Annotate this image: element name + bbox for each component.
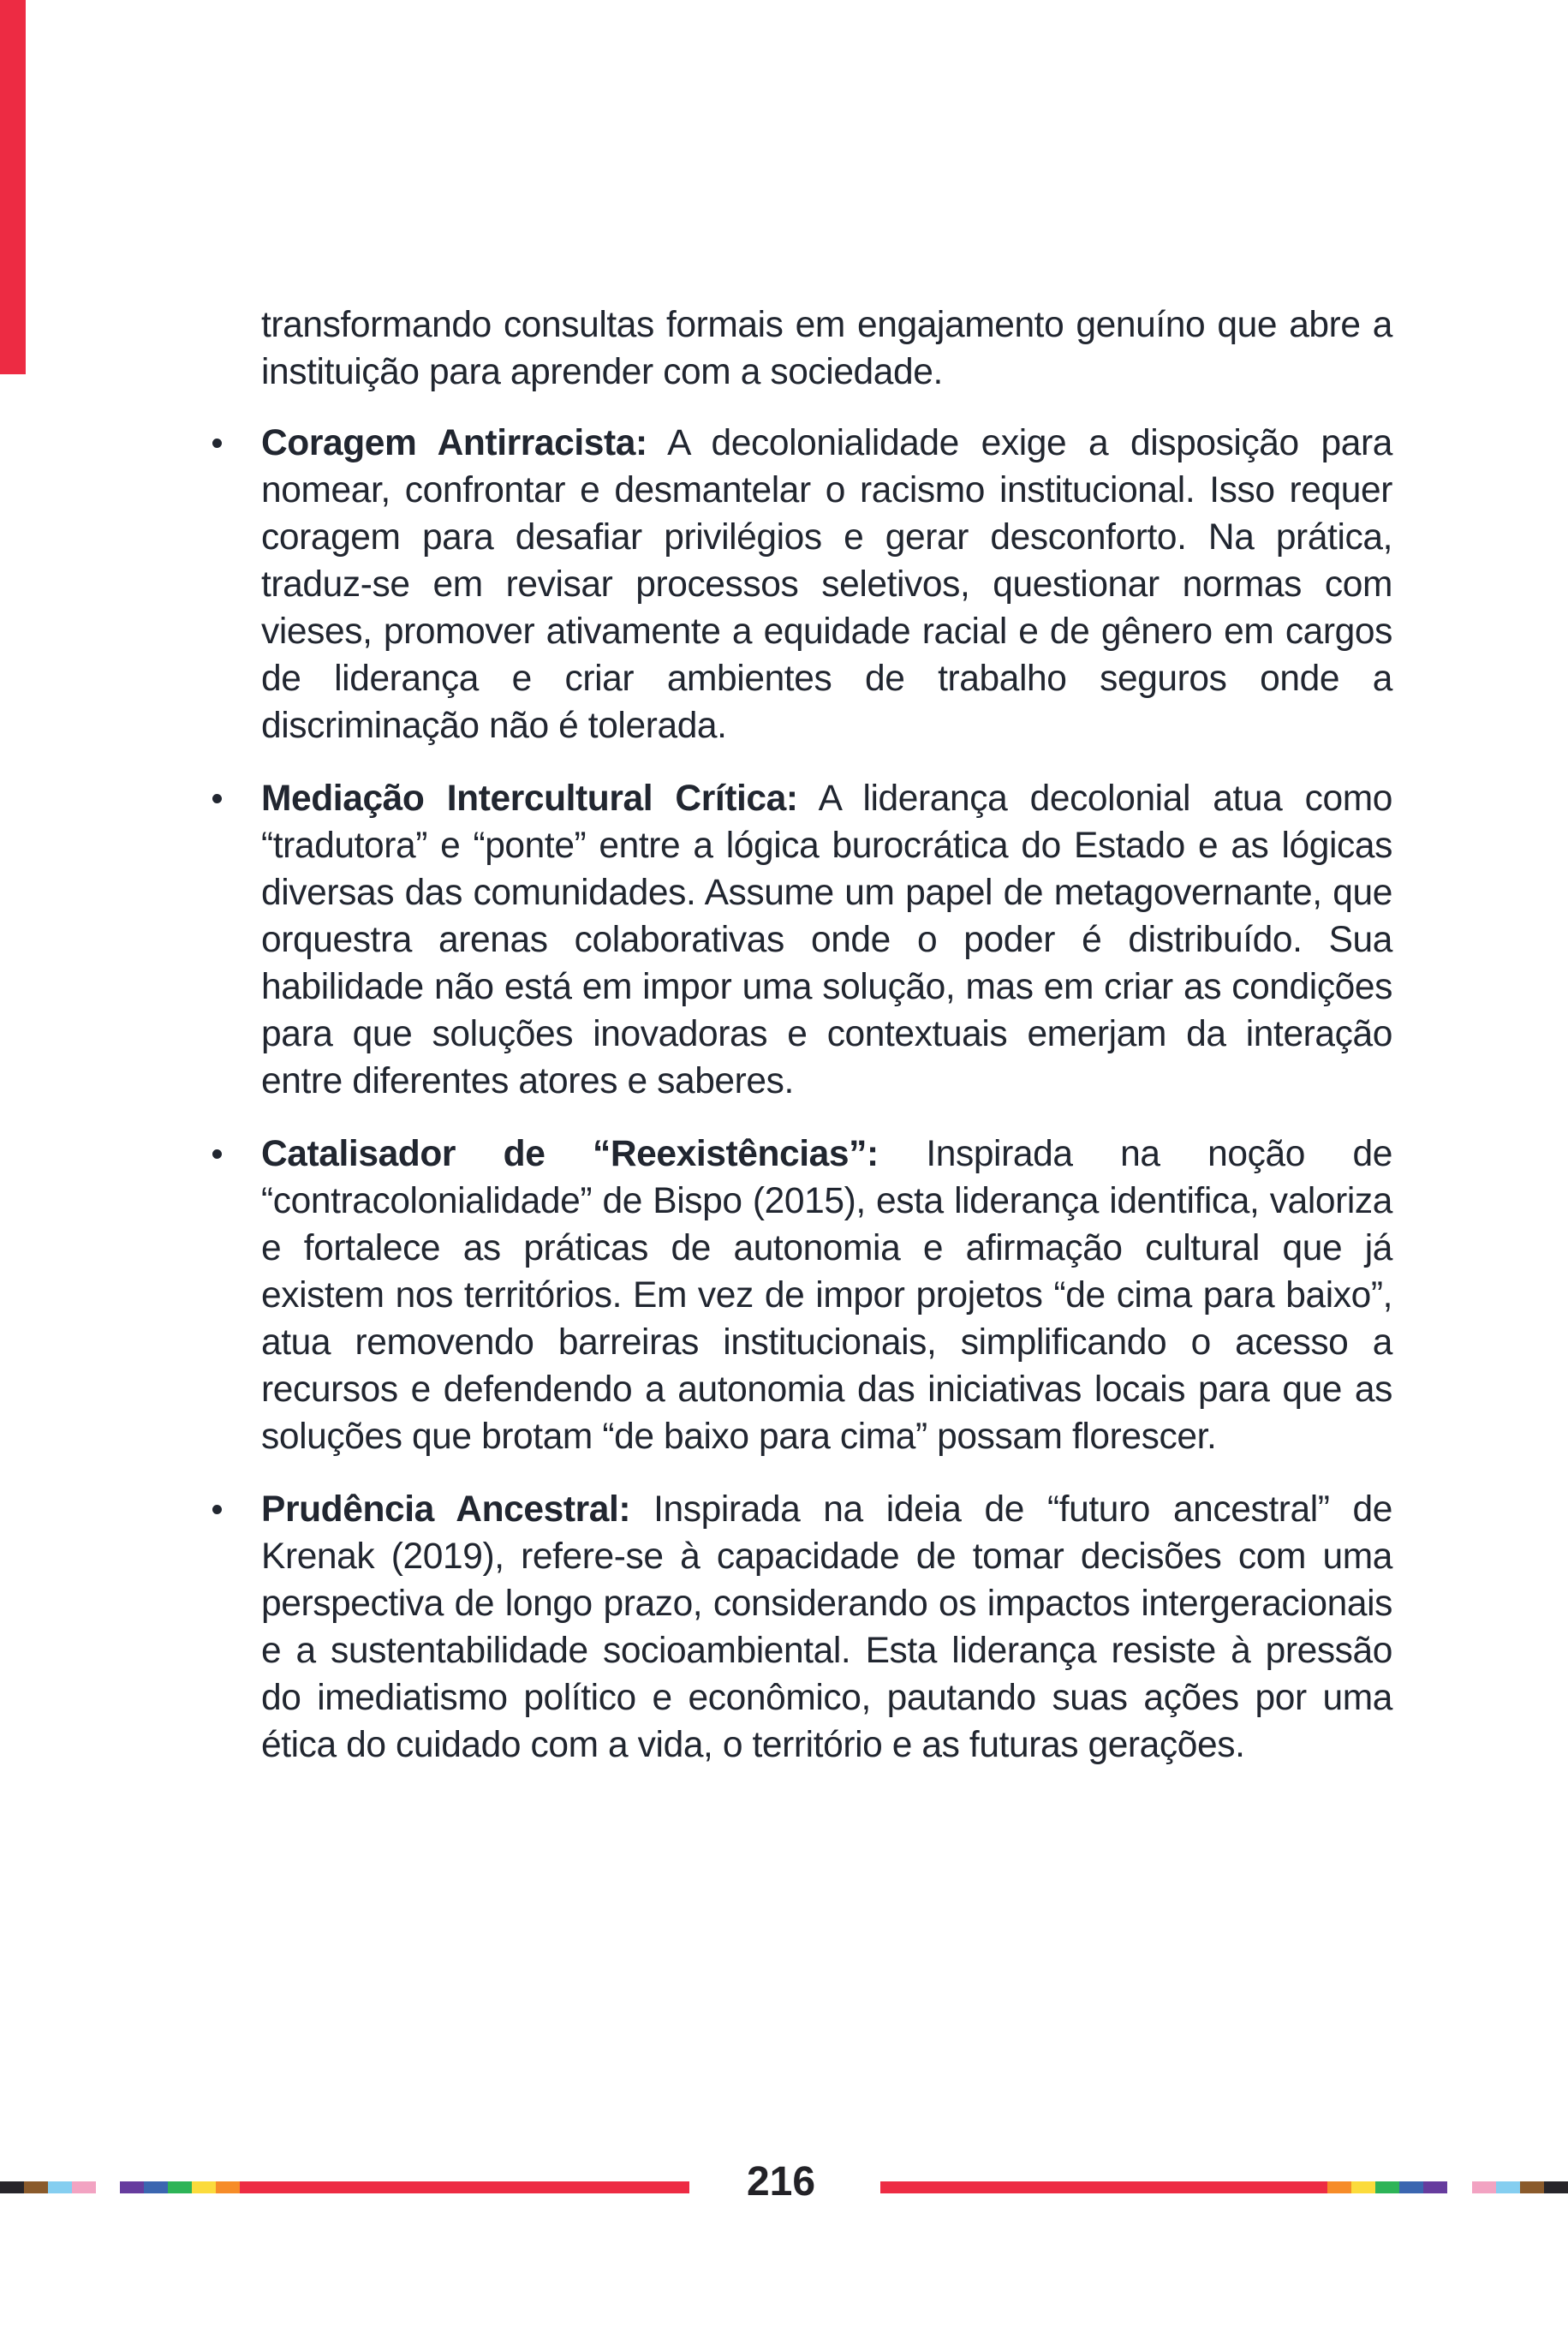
flag-color-segment [144, 2181, 168, 2193]
flag-color-segment [72, 2181, 96, 2193]
flag-color-segment [0, 2181, 24, 2193]
pride-flag-strip-right [1327, 2181, 1568, 2193]
flag-color-segment [1327, 2181, 1351, 2193]
flag-color-segment [24, 2181, 48, 2193]
flag-color-segment [1496, 2181, 1520, 2193]
main-text-block [261, 301, 1392, 1769]
page-number: 216 [746, 2159, 816, 2205]
bullet-title: Prudência Ancestral: [261, 1489, 631, 1530]
flag-color-segment [1472, 2181, 1496, 2193]
flag-color-segment [1375, 2181, 1399, 2193]
bullet-body: Inspirada na ideia de “futuro ancestral” de Krenak (2019), refere-se à capacidade de tomar decisões com uma perspectiva de longo prazo, considerando os impactos intergeracionais e a sustentabilidade socioambiental. Esta liderança resiste à pressão do imediatismo político e econômico, pautando suas ações por uma ética do cuidado com a vida, o território e as futuras gerações. [261, 1489, 1392, 1765]
flag-color-segment [1351, 2181, 1375, 2193]
bullet-title: Catalisador de “Reexistências”: [261, 1134, 879, 1174]
bullet-body: A decolonialidade exige a disposição para nomear, confrontar e desmantelar o racismo institucional. Isso requer coragem para desafiar privilégios e gerar desconforto. Na prática, traduz-se em revisar processos seletivos, questionar normas com vieses, promover ativamente a equidade racial e de gênero em cargos de liderança e criar ambientes de trabalho seguros onde a discriminação não é tolerada. [261, 423, 1392, 746]
intro-paragraph: transformando consultas formais em engajamento genuíno que abre a instituição para aprender com a sociedade. [261, 305, 1392, 392]
flag-color-segment [96, 2181, 120, 2193]
footer-rule-right [880, 2181, 1327, 2193]
bullet-title: Coragem Antirracista: [261, 423, 647, 463]
left-edge-red-tab [0, 0, 26, 374]
flag-color-segment [1447, 2181, 1471, 2193]
flag-color-segment [1520, 2181, 1544, 2193]
bullet-body: Inspirada na noção de “contracolonialidade” de Bispo (2015), esta liderança identifica, valoriza e fortalece as práticas de autonomia e afirmação cultural que já existem nos territórios. Em vez de impor projetos “de cima para baixo”, atua removendo barreiras institucionais, simplificando o acesso a recursos e defendendo a autonomia das iniciativas locais para que as soluções que brotam “de baixo para cima” possam florescer. [261, 1134, 1392, 1457]
bullet-body: A liderança decolonial atua como “tradutora” e “ponte” entre a lógica burocrática do Estado e as lógicas diversas das comunidades. Assume um papel de metagovernante, que orquestra arenas colaborativas onde o poder é distribuído. Sua habilidade não está em impor uma solução, mas em criar as condições para que soluções inovadoras e contextuais emerjam da interação entre diferentes atores e saberes. [261, 779, 1392, 1101]
flag-color-segment [216, 2181, 240, 2193]
bullet-title: Mediação Intercultural Crítica: [261, 779, 798, 819]
pride-flag-strip-left [0, 2181, 240, 2193]
flag-color-segment [1544, 2181, 1568, 2193]
bullet-item-prudencia-ancestral [261, 1486, 1392, 1769]
flag-color-segment [1399, 2181, 1423, 2193]
flag-color-segment [1423, 2181, 1447, 2193]
bullet-dot [212, 1149, 222, 1159]
flag-color-segment [120, 2181, 144, 2193]
bullet-item-mediacao-intercultural [261, 775, 1392, 1105]
bullet-dot [212, 1505, 222, 1514]
flag-color-segment [168, 2181, 192, 2193]
footer-rule-left [240, 2181, 689, 2193]
bullet-item-coragem-antirracista [261, 420, 1392, 749]
flag-color-segment [48, 2181, 72, 2193]
bullet-dot [212, 794, 222, 803]
bullet-item-catalisador-reexistencias [261, 1131, 1392, 1460]
flag-color-segment [192, 2181, 216, 2193]
bullet-list [261, 420, 1392, 1769]
bullet-dot [212, 439, 222, 448]
